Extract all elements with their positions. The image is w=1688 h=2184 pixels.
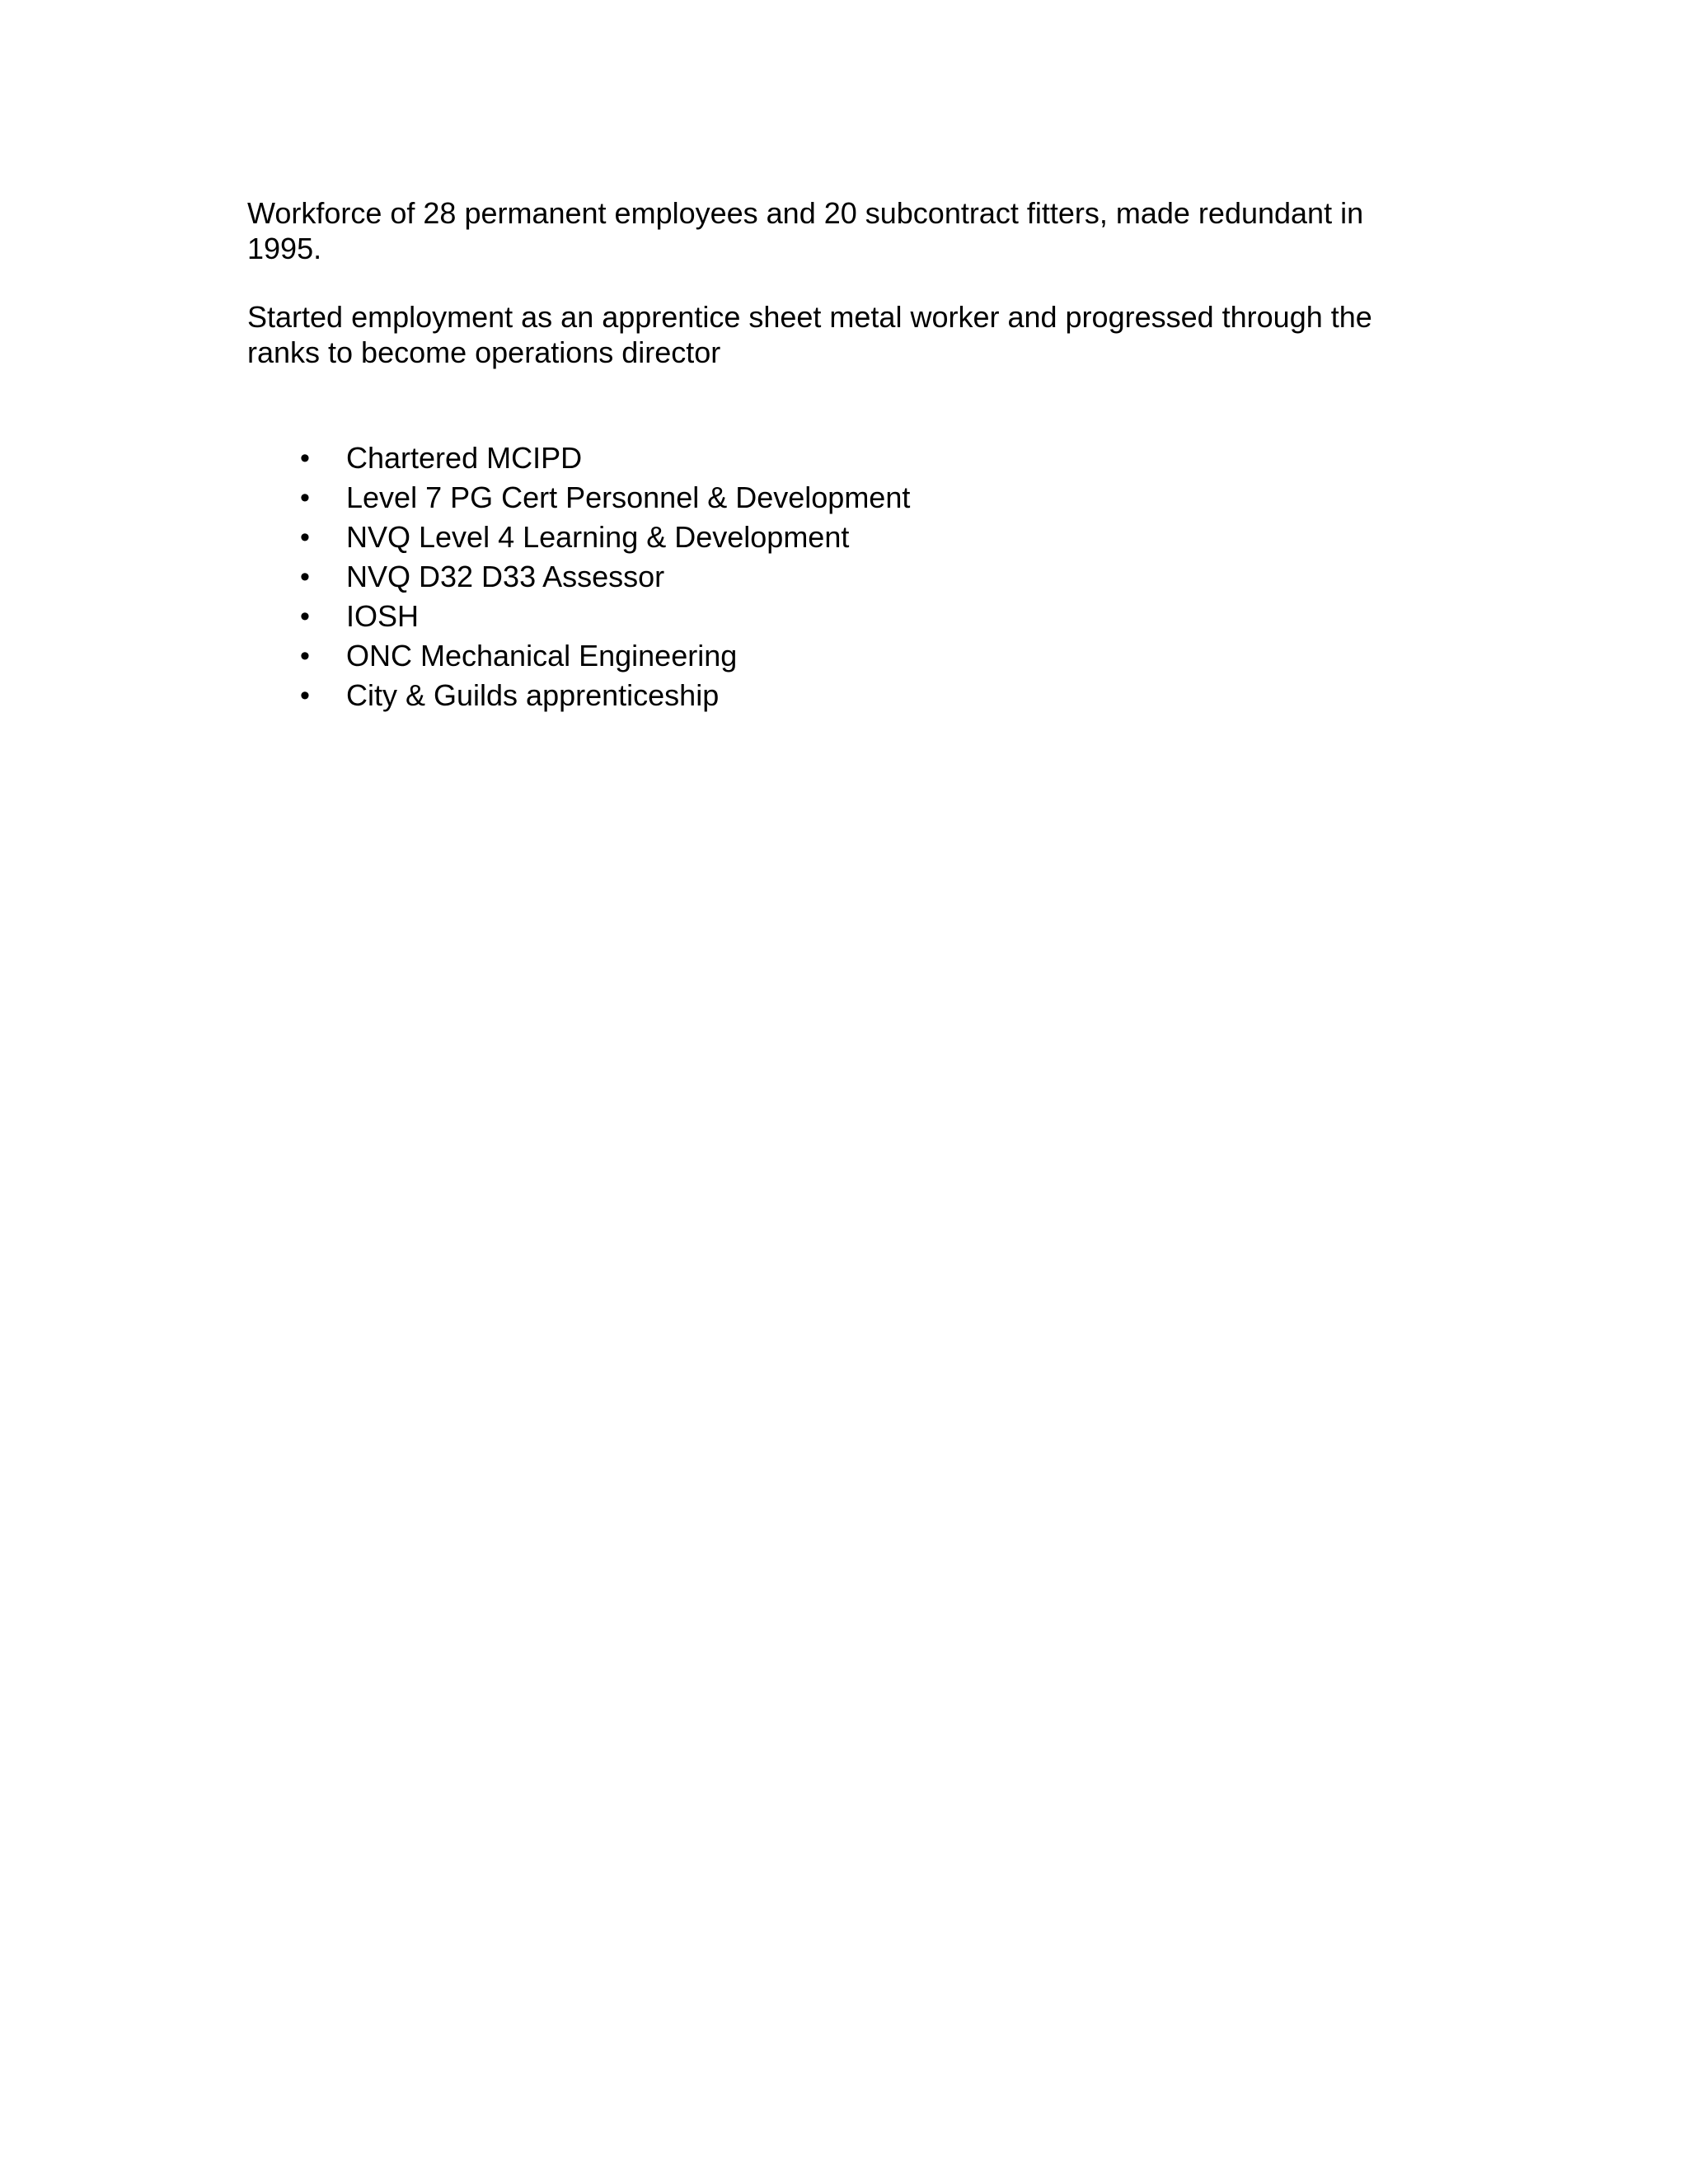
qualification-label: Level 7 PG Cert Personnel & Development [346,480,911,514]
section-spacer [247,370,1418,438]
list-item [247,557,1418,597]
list-item [247,518,1418,557]
bullet-icon: • [300,640,310,672]
bullet-icon: • [300,561,310,593]
qualifications-list [247,438,1418,715]
bullet-icon: • [300,443,310,474]
qualification-label: Chartered MCIPD [346,441,583,475]
bullet-icon: • [300,482,310,513]
bullet-icon: • [300,522,310,553]
list-item [247,478,1418,518]
qualification-label: City & Guilds apprenticeship [346,678,720,712]
qualification-label: ONC Mechanical Engineering [346,639,738,673]
list-item [247,438,1418,478]
list-item [247,597,1418,636]
list-item [247,636,1418,676]
workforce-paragraph: Workforce of 28 permanent employees and 20 subcontract fitters, made redundant in 1995. [247,196,1364,265]
qualification-label: NVQ Level 4 Learning & Development [346,520,850,554]
list-item [247,676,1418,715]
document-body [247,195,1418,715]
qualification-label: NVQ D32 D33 Assessor [346,560,665,593]
qualification-label: IOSH [346,599,420,633]
bullet-icon: • [300,601,310,632]
employment-paragraph: Started employment as an apprentice sheet metal worker and progressed through the ranks to become operations director [247,300,1372,369]
bullet-icon: • [300,680,310,711]
